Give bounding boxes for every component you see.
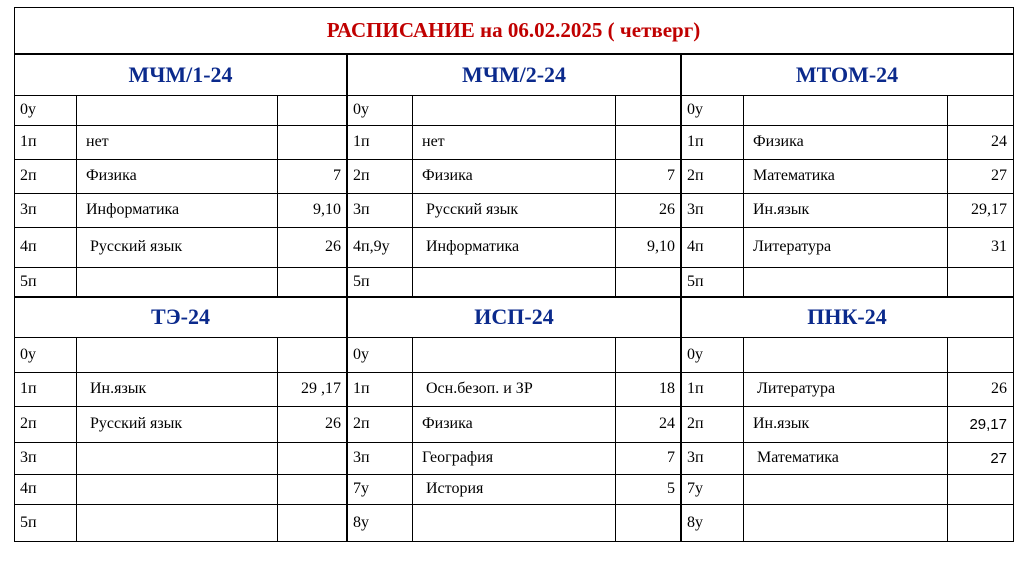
subject-cell: Русский язык [86,415,183,432]
room-cell [277,125,347,159]
subject-cell: Информатика [86,201,180,218]
grid-line [1013,7,1014,541]
subject-cell [743,474,947,504]
room-cell [615,337,681,372]
lesson-number: 1п [687,380,704,397]
group-header: ИСП-24 [474,304,554,329]
subject-cell: Физика [86,167,137,184]
subject-cell [76,474,277,504]
lesson-number: 4п [20,480,37,497]
room-cell: 26 [991,380,1007,397]
room-cell [277,442,347,474]
group-header: ТЭ-24 [151,304,210,329]
room-cell [615,267,681,297]
room-cell: 27 [991,167,1007,184]
room-cell: 29,17 [969,415,1007,433]
lesson-number: 1п [20,133,37,150]
subject-cell: Ин.язык [86,380,147,397]
room-cell: 29,17 [971,201,1007,218]
lesson-number: 3п [687,201,704,218]
room-cell [277,504,347,541]
room-cell [615,125,681,159]
schedule-title: РАСПИСАНИЕ на 06.02.2025 ( четверг) [326,18,701,42]
room-cell [277,267,347,297]
subject-cell [743,337,947,372]
lesson-number: 0у [353,345,369,363]
subject-cell [76,504,277,541]
schedule-table [14,7,1013,541]
subject-cell: Физика [422,415,473,432]
lesson-number: 3п [20,201,37,218]
lesson-number: 8у [687,513,703,531]
lesson-number: 5п [687,273,704,290]
subject-cell: История [422,480,484,497]
lesson-number: 1п [20,380,37,397]
lesson-number: 4п [20,238,37,255]
room-cell: 26 [325,415,341,432]
room-cell [947,504,1013,541]
subject-cell [412,95,615,125]
subject-cell: Математика [753,167,835,184]
lesson-number: 3п [353,201,370,218]
lesson-number: 0у [20,345,36,363]
subject-cell [743,95,947,125]
grid-line [14,541,1014,542]
lesson-number: 3п [353,449,370,466]
subject-cell: нет [86,133,109,150]
lesson-number: 7у [687,480,703,497]
subject-cell [743,504,947,541]
subject-cell [412,337,615,372]
subject-cell: Литература [753,238,832,255]
lesson-number: 4п [687,238,704,255]
lesson-number: 1п [353,133,370,150]
lesson-number: 5п [353,273,370,290]
grid-line [14,7,1013,8]
subject-cell [76,95,277,125]
room-cell: 7 [333,167,341,184]
lesson-number: 5п [20,273,37,290]
room-cell: 29 ,17 [301,380,341,397]
lesson-number: 2п [687,167,704,184]
room-cell: 9,10 [647,238,675,255]
room-cell: 7 [667,449,675,466]
subject-cell [743,267,947,297]
room-cell: 24 [659,415,675,432]
subject-cell: Информатика [422,238,520,255]
subject-cell: Русский язык [86,238,183,255]
lesson-number: 0у [687,101,703,118]
lesson-number: 5п [20,513,37,531]
lesson-number: 2п [20,415,37,432]
subject-cell: География [422,449,494,466]
room-cell: 26 [325,238,341,255]
room-cell: 26 [659,201,675,218]
lesson-number: 2п [20,167,37,184]
room-cell [277,337,347,372]
subject-cell: Физика [422,167,473,184]
room-cell: 24 [991,133,1007,150]
room-cell [947,95,1013,125]
room-cell: 9,10 [313,201,341,218]
subject-cell: Ин.язык [753,201,810,218]
lesson-number: 1п [353,380,370,397]
room-cell [615,504,681,541]
room-cell: 27 [990,449,1007,467]
group-header: ПНК-24 [807,304,887,329]
subject-cell [412,504,615,541]
lesson-number: 0у [687,345,703,363]
subject-cell [76,337,277,372]
room-cell [947,267,1013,297]
room-cell [947,337,1013,372]
lesson-number: 0у [353,101,369,118]
room-cell [947,474,1013,504]
lesson-number: 4п,9у [353,238,390,255]
lesson-number: 8у [353,513,369,531]
subject-cell: Математика [753,449,839,466]
room-cell: 18 [659,380,675,397]
subject-cell [76,442,277,474]
subject-cell: Физика [753,133,804,150]
lesson-number: 2п [687,415,704,432]
lesson-number: 0у [20,101,36,118]
subject-cell: Ин.язык [753,415,810,432]
room-cell: 7 [667,167,675,184]
group-header: МЧМ/2-24 [461,61,567,87]
lesson-number: 2п [353,415,370,432]
lesson-number: 3п [20,449,37,466]
lesson-number: 7у [353,480,369,497]
lesson-number: 1п [687,133,704,150]
subject-cell: Осн.безоп. и ЗР [422,380,533,397]
subject-cell: Русский язык [422,201,519,218]
room-cell [615,95,681,125]
subject-cell: нет [422,133,445,150]
subject-cell: Литература [753,380,836,397]
subject-cell [412,267,615,297]
group-header: МТОМ-24 [795,61,899,87]
room-cell: 31 [991,238,1007,255]
subject-cell [76,267,277,297]
room-cell [277,474,347,504]
room-cell [277,95,347,125]
lesson-number: 3п [687,449,704,466]
room-cell: 5 [667,480,675,497]
lesson-number: 2п [353,167,370,184]
group-header: МЧМ/1-24 [128,61,233,87]
